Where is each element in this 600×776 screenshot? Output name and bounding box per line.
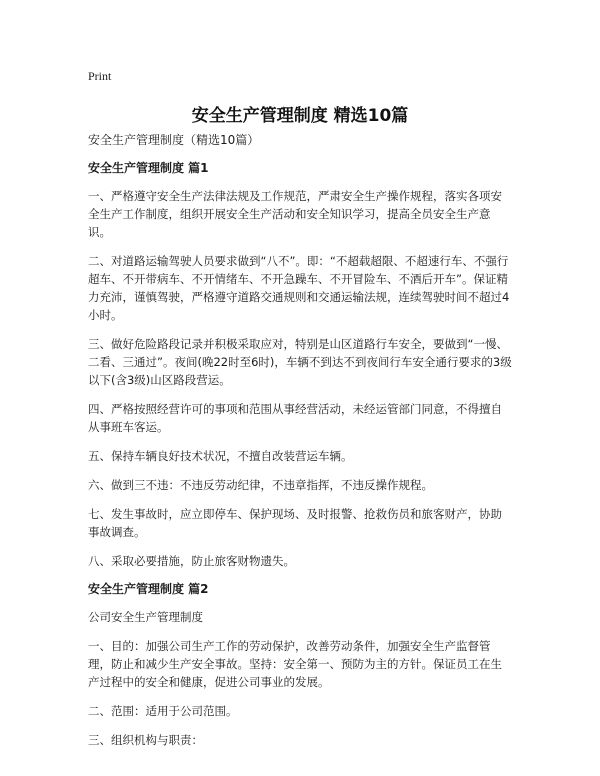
paragraph: 三、组织机构与职责： [88,733,203,747]
page-title: 安全生产管理制度 精选10篇 [191,106,409,126]
section-heading-2: 安全生产管理制度 篇2 [88,582,209,596]
paragraph: 七、发生事故时，应立即停车、保护现场、及时报警、抢救伤员和旅客财产，协助事故调查。 [88,507,502,539]
paragraph: 公司安全生产管理制度 [88,610,203,624]
paragraph: 八、采取必要措施，防止旅客财物遗失。 [88,554,295,568]
document-body [88,132,513,760]
paragraph: 一、严格遵守安全生产法律法规及工作规范，严肃安全生产操作规程，落实各项安全生产工作制度，组织开展安全生产活动和安全知识学习，提高全员安全生产意识。 [88,189,502,239]
print-label: Print [88,69,112,83]
paragraph: 四、严格按照经营许可的事项和范围从事经营活动，未经运管部门同意，不得擅自从事班车客运。 [88,402,502,434]
paragraph: 五、保持车辆良好技术状况，不擅自改装营运车辆。 [88,449,353,463]
paragraph: 六、做到三不违：不违反劳动纪律，不违章指挥，不违反操作规程。 [88,478,433,492]
paragraph: 三、做好危险路段记录并积极采取应对，特别是山区道路行车安全，要做到“一慢、二看、三通过”。夜间(晚22时至6时)，车辆不到达不到夜间行车安全通行要求的3级以下(含3级)山区路段营运。 [88,337,512,387]
paragraph: 一、目的：加强公司生产工作的劳动保护，改善劳动条件，加强安全生产监督管理，防止和减少生产安全事故。坚持：安全第一、预防为主的方针。保证员工在生产过程中的安全和健康，促进公司事业的发展。 [88,639,502,689]
paragraph: 二、对道路运输驾驶人员要求做到“八不”。即：“不超载超限、不超速行车、不强行超车、不开带病车、不开情绪车、不开急躁车、不开冒险车、不酒后开车”。保证精力充沛，谨慎驾驶，严格遵守道路交通规则和交通运输法规，连续驾驶时间不超过4小时。 [88,254,510,322]
section-heading-1: 安全生产管理制度 篇1 [88,161,209,175]
document-subtitle: 安全生产管理制度（精选10篇） [88,133,260,147]
paragraph: 二、范围：适用于公司范围。 [88,704,238,718]
